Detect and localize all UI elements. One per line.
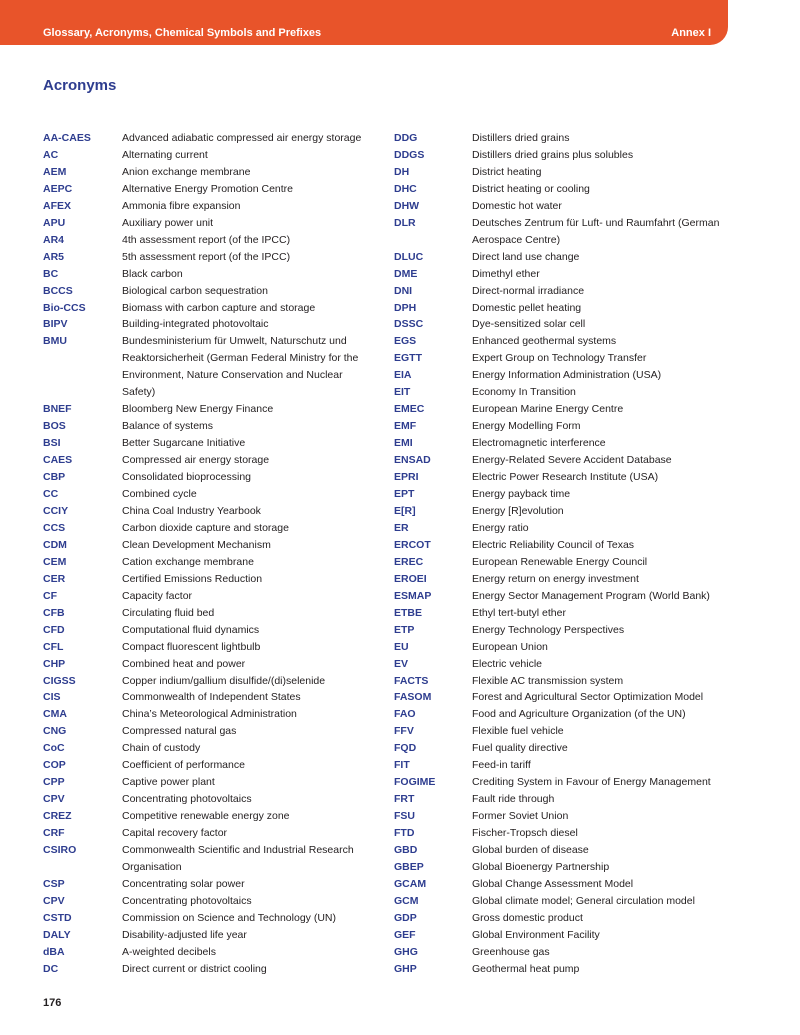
acronym-definition: Carbon dioxide capture and storage bbox=[122, 521, 289, 534]
acronym-definition: Distillers dried grains bbox=[472, 132, 570, 144]
acronym-term: CRF bbox=[43, 827, 65, 840]
acronym-definition: Electric vehicle bbox=[472, 657, 543, 670]
acronym-definition: Clean Development Mechanism bbox=[122, 538, 271, 551]
acronym-entry bbox=[394, 791, 732, 808]
acronym-term: CEM bbox=[43, 555, 67, 568]
acronym-definition: Gross domestic product bbox=[472, 911, 583, 924]
acronym-term: DDG bbox=[394, 132, 418, 144]
acronym-definition: Energy return on energy investment bbox=[472, 572, 639, 585]
acronym-entry bbox=[43, 944, 367, 961]
acronym-term: CCIY bbox=[43, 504, 69, 517]
acronym-definition: Domestic pellet heating bbox=[472, 301, 582, 314]
acronym-entry bbox=[43, 418, 367, 435]
acronym-term: CIS bbox=[43, 691, 61, 704]
acronym-term: FTD bbox=[394, 827, 415, 840]
acronym-entry bbox=[394, 266, 732, 283]
acronym-entry bbox=[394, 249, 732, 266]
acronym-definition: China’s Meteorological Administration bbox=[122, 708, 297, 721]
acronym-entry bbox=[394, 723, 732, 740]
acronym-definition: Fischer-Tropsch diesel bbox=[472, 827, 578, 840]
acronym-entry bbox=[394, 588, 732, 605]
acronym-definition: Combined cycle bbox=[122, 488, 197, 501]
acronym-entry bbox=[43, 571, 367, 588]
acronym-definition: Captive power plant bbox=[122, 776, 215, 789]
acronym-term: BOS bbox=[43, 420, 66, 433]
acronym-term: DALY bbox=[43, 928, 71, 941]
acronym-entry bbox=[394, 689, 732, 706]
acronym-definition: Greenhouse gas bbox=[472, 945, 550, 958]
acronym-definition: Capacity factor bbox=[122, 589, 193, 602]
acronym-term: ETP bbox=[394, 623, 415, 636]
acronym-definition: District heating bbox=[472, 165, 542, 178]
acronym-entry bbox=[394, 859, 732, 876]
acronym-definition: Direct-normal irradiance bbox=[472, 284, 585, 297]
acronym-entry bbox=[394, 316, 732, 333]
acronym-definition: Electric Power Research Institute (USA) bbox=[472, 471, 659, 484]
section-heading: Acronyms bbox=[43, 77, 117, 94]
acronym-definition: Commission on Science and Technology (UN) bbox=[122, 911, 336, 924]
acronym-term: BIPV bbox=[43, 318, 68, 331]
acronym-entry bbox=[394, 181, 732, 198]
acronym-entry bbox=[394, 656, 732, 673]
acronym-term: BCCS bbox=[43, 284, 73, 297]
acronym-entry bbox=[394, 961, 732, 978]
acronym-term: ENSAD bbox=[394, 454, 431, 467]
acronym-term: EIT bbox=[394, 386, 411, 399]
acronym-definition: Electric Reliability Council of Texas bbox=[472, 538, 635, 551]
acronym-definition: Fault ride through bbox=[472, 793, 555, 806]
acronym-definition: Crediting System in Favour of Energy Management bbox=[472, 776, 711, 789]
acronym-term: FOGIME bbox=[394, 776, 436, 789]
acronym-term: DLUC bbox=[394, 250, 424, 263]
acronym-term: CC bbox=[43, 488, 59, 501]
acronym-definition: Global climate model; General circulation model bbox=[472, 894, 695, 907]
acronym-term: AEPC bbox=[43, 182, 73, 195]
acronym-entry bbox=[394, 435, 732, 452]
acronym-entry bbox=[43, 300, 367, 317]
acronym-term: CMA bbox=[43, 708, 67, 721]
acronym-entry bbox=[394, 893, 732, 910]
acronym-entry bbox=[43, 740, 367, 757]
acronym-entry bbox=[394, 605, 732, 622]
acronym-definition: Capital recovery factor bbox=[122, 827, 228, 840]
acronym-term: CPP bbox=[43, 776, 65, 789]
acronym-entry bbox=[43, 927, 367, 944]
acronym-definition: Concentrating solar power bbox=[122, 877, 245, 890]
acronym-entry bbox=[43, 181, 367, 198]
acronym-term: GBD bbox=[394, 844, 418, 857]
acronym-entry bbox=[43, 130, 367, 147]
acronym-entry bbox=[43, 757, 367, 774]
acronym-entry bbox=[43, 622, 367, 639]
acronym-term: EMF bbox=[394, 420, 417, 433]
acronym-entry bbox=[43, 486, 367, 503]
acronym-definition: Expert Group on Technology Transfer bbox=[472, 352, 647, 365]
acronym-definition: Energy Technology Perspectives bbox=[472, 623, 625, 636]
acronym-definition: European Union bbox=[472, 640, 548, 653]
acronym-entry bbox=[43, 316, 367, 333]
acronym-definition: Energy payback time bbox=[472, 488, 571, 501]
acronym-definition: Dye-sensitized solar cell bbox=[472, 318, 586, 331]
acronym-definition: Balance of systems bbox=[122, 420, 214, 433]
acronym-definition: Deutsches Zentrum für Luft- und Raumfahrt (German Aerospace Centre) bbox=[472, 216, 720, 246]
acronym-definition: Biomass with carbon capture and storage bbox=[122, 301, 316, 314]
acronym-definition: Forest and Agricultural Sector Optimization Model bbox=[472, 691, 704, 704]
acronym-entry bbox=[394, 842, 732, 859]
acronym-entry bbox=[43, 215, 367, 232]
acronym-term: AC bbox=[43, 148, 59, 161]
acronym-entry bbox=[394, 622, 732, 639]
annex-label: Annex I bbox=[671, 27, 711, 39]
acronym-term: Bio-CCS bbox=[43, 301, 86, 314]
acronym-entry bbox=[394, 639, 732, 656]
acronym-entry bbox=[43, 876, 367, 893]
acronym-entry bbox=[394, 486, 732, 503]
acronym-term: FSU bbox=[394, 810, 415, 823]
acronym-definition: Flexible fuel vehicle bbox=[472, 725, 564, 738]
acronym-entry bbox=[43, 147, 367, 164]
acronym-definition: Dimethyl ether bbox=[472, 267, 540, 280]
acronym-definition: Ammonia fibre expansion bbox=[122, 199, 241, 212]
acronym-definition: A-weighted decibels bbox=[122, 945, 216, 958]
acronym-definition: Commonwealth Scientific and Industrial Research Organisation bbox=[122, 844, 354, 873]
acronym-definition: Energy Modelling Form bbox=[472, 420, 581, 433]
acronym-entry bbox=[394, 503, 732, 520]
acronym-entry bbox=[394, 401, 732, 418]
acronym-entry bbox=[43, 401, 367, 418]
acronym-entry bbox=[394, 910, 732, 927]
acronym-term: E[R] bbox=[394, 504, 416, 517]
acronym-entry bbox=[394, 283, 732, 300]
acronym-definition: Black carbon bbox=[122, 267, 183, 280]
acronym-column-left bbox=[43, 130, 367, 978]
acronym-term: DLR bbox=[394, 216, 416, 229]
acronym-term: GBEP bbox=[394, 860, 424, 873]
acronym-term: BC bbox=[43, 267, 59, 280]
acronym-definition: Direct land use change bbox=[472, 250, 580, 263]
acronym-term: CER bbox=[43, 572, 66, 585]
acronym-definition: Concentrating photovoltaics bbox=[122, 894, 252, 907]
acronym-definition: Advanced adiabatic compressed air energy storage bbox=[122, 132, 362, 144]
acronym-term: CIGSS bbox=[43, 674, 76, 687]
acronym-entry bbox=[43, 910, 367, 927]
acronym-term: FRT bbox=[394, 793, 415, 806]
acronym-term: DNI bbox=[394, 284, 413, 297]
acronym-entry bbox=[43, 333, 367, 401]
acronym-term: DDGS bbox=[394, 148, 425, 161]
acronym-definition: Direct current or district cooling bbox=[122, 962, 267, 975]
acronym-definition: Feed-in tariff bbox=[472, 759, 531, 772]
acronym-term: AEM bbox=[43, 165, 67, 178]
acronym-definition: Alternating current bbox=[122, 148, 208, 161]
acronym-entry bbox=[394, 774, 732, 791]
acronym-entry bbox=[43, 537, 367, 554]
acronym-entry bbox=[394, 130, 732, 147]
acronym-definition: Global Change Assessment Model bbox=[472, 877, 634, 890]
acronym-definition: Circulating fluid bed bbox=[122, 606, 215, 619]
acronym-entry bbox=[43, 503, 367, 520]
page-number: 176 bbox=[43, 997, 62, 1009]
acronym-term: CSP bbox=[43, 877, 65, 890]
acronym-entry bbox=[394, 469, 732, 486]
acronym-definition: Compact fluorescent lightbulb bbox=[122, 640, 261, 653]
acronym-entry bbox=[394, 757, 732, 774]
acronym-entry bbox=[43, 825, 367, 842]
acronym-definition: Global Bioenergy Partnership bbox=[472, 860, 610, 873]
acronym-definition: Energy [R]evolution bbox=[472, 504, 564, 517]
acronym-term: ESMAP bbox=[394, 589, 432, 602]
acronym-definition: Economy In Transition bbox=[472, 386, 576, 399]
acronym-definition: Former Soviet Union bbox=[472, 810, 569, 823]
acronym-definition: China Coal Industry Yearbook bbox=[122, 504, 261, 517]
acronym-term: CPV bbox=[43, 894, 65, 907]
acronym-definition: Enhanced geothermal systems bbox=[472, 335, 617, 348]
acronym-term: ERCOT bbox=[394, 538, 431, 551]
header-banner bbox=[0, 0, 728, 45]
acronym-entry bbox=[43, 723, 367, 740]
acronym-definition: Energy Sector Management Program (World Bank) bbox=[472, 589, 710, 602]
acronym-definition: Chain of custody bbox=[122, 742, 201, 755]
acronym-definition: Consolidated bioprocessing bbox=[122, 471, 251, 484]
acronym-term: DH bbox=[394, 165, 410, 178]
acronym-term: EGS bbox=[394, 335, 417, 348]
acronym-entry bbox=[43, 469, 367, 486]
acronym-definition: 5th assessment report (of the IPCC) bbox=[122, 250, 291, 263]
acronym-definition: European Marine Energy Centre bbox=[472, 403, 624, 416]
acronym-definition: Food and Agriculture Organization (of the UN) bbox=[472, 708, 686, 721]
document-title: Glossary, Acronyms, Chemical Symbols and Prefixes bbox=[43, 27, 322, 39]
acronym-entry bbox=[394, 554, 732, 571]
acronym-definition: Competitive renewable energy zone bbox=[122, 810, 290, 823]
acronym-definition: Anion exchange membrane bbox=[122, 165, 251, 178]
acronym-definition: Distillers dried grains plus solubles bbox=[472, 148, 634, 161]
acronym-term: EU bbox=[394, 640, 409, 653]
acronym-term: FACTS bbox=[394, 674, 429, 687]
acronym-term: DME bbox=[394, 267, 418, 280]
acronym-entry bbox=[394, 825, 732, 842]
acronym-term: COP bbox=[43, 759, 66, 772]
acronym-entry bbox=[394, 927, 732, 944]
acronym-definition: Concentrating photovoltaics bbox=[122, 793, 252, 806]
acronym-term: FFV bbox=[394, 725, 414, 738]
acronym-term: CAES bbox=[43, 454, 73, 467]
acronym-entry bbox=[43, 266, 367, 283]
acronym-term: GCAM bbox=[394, 877, 427, 890]
acronym-entry bbox=[43, 520, 367, 537]
acronym-entry bbox=[394, 215, 732, 249]
acronym-term: CF bbox=[43, 589, 57, 602]
acronym-term: EROEI bbox=[394, 572, 427, 585]
acronym-definition: Copper indium/gallium disulfide/(di)selenide bbox=[122, 674, 326, 687]
acronym-term: CREZ bbox=[43, 810, 72, 823]
acronym-term: FAO bbox=[394, 708, 416, 721]
acronym-definition: Ethyl tert-butyl ether bbox=[472, 606, 566, 619]
acronym-definition: Energy ratio bbox=[472, 521, 529, 534]
acronym-term: FIT bbox=[394, 759, 410, 772]
acronym-entry bbox=[394, 673, 732, 690]
acronym-entry bbox=[394, 198, 732, 215]
acronym-term: EIA bbox=[394, 369, 412, 382]
acronym-definition: Compressed air energy storage bbox=[122, 454, 270, 467]
acronym-term: GDP bbox=[394, 911, 417, 924]
acronym-term: CFL bbox=[43, 640, 64, 653]
acronym-entry bbox=[394, 571, 732, 588]
acronym-definition: Better Sugarcane Initiative bbox=[122, 437, 246, 450]
acronym-definition: Global Environment Facility bbox=[472, 928, 600, 941]
acronym-term: APU bbox=[43, 216, 66, 229]
acronym-term: GCM bbox=[394, 894, 419, 907]
acronym-term: dBA bbox=[43, 945, 65, 958]
acronym-entry bbox=[43, 656, 367, 673]
acronym-entry bbox=[43, 808, 367, 825]
acronym-entry bbox=[43, 164, 367, 181]
acronym-entry bbox=[394, 452, 732, 469]
acronym-definition: Alternative Energy Promotion Centre bbox=[122, 182, 293, 195]
acronym-entry bbox=[394, 367, 732, 384]
acronym-entry bbox=[394, 520, 732, 537]
acronym-entry bbox=[43, 639, 367, 656]
acronym-definition: Domestic hot water bbox=[472, 199, 562, 212]
acronym-entry bbox=[394, 164, 732, 181]
acronym-entry bbox=[43, 605, 367, 622]
acronym-definition: Biological carbon sequestration bbox=[122, 284, 268, 297]
acronym-term: AR4 bbox=[43, 233, 65, 246]
acronym-term: GHG bbox=[394, 945, 418, 958]
acronym-entry bbox=[394, 333, 732, 350]
acronym-definition: Fuel quality directive bbox=[472, 742, 568, 755]
acronym-definition: Flexible AC transmission system bbox=[472, 674, 624, 687]
acronym-term: CHP bbox=[43, 657, 66, 670]
acronym-entry bbox=[43, 249, 367, 266]
acronym-entry bbox=[43, 554, 367, 571]
acronym-entry bbox=[394, 384, 732, 401]
acronym-definition: Disability-adjusted life year bbox=[122, 928, 247, 941]
acronym-entry bbox=[394, 300, 732, 317]
acronym-term: CNG bbox=[43, 725, 67, 738]
acronym-term: EPT bbox=[394, 488, 415, 501]
acronym-entry bbox=[43, 283, 367, 300]
acronym-term: EPRI bbox=[394, 471, 419, 484]
acronym-definition: Auxiliary power unit bbox=[122, 216, 214, 229]
acronym-entry bbox=[43, 673, 367, 690]
acronym-term: CFD bbox=[43, 623, 65, 636]
acronym-entry bbox=[43, 842, 367, 876]
acronym-definition: Certified Emissions Reduction bbox=[122, 572, 263, 585]
acronym-term: DHW bbox=[394, 199, 420, 212]
acronym-term: GEF bbox=[394, 928, 416, 941]
acronym-term: CoC bbox=[43, 742, 65, 755]
acronym-term: BSI bbox=[43, 437, 61, 450]
acronym-definition: Cation exchange membrane bbox=[122, 555, 254, 568]
acronym-column-right bbox=[394, 130, 732, 978]
acronym-entry bbox=[394, 418, 732, 435]
acronym-term: ER bbox=[394, 521, 409, 534]
acronym-entry bbox=[394, 350, 732, 367]
acronym-definition: Energy-Related Severe Accident Database bbox=[472, 454, 672, 467]
acronym-entry bbox=[43, 689, 367, 706]
acronym-term: DPH bbox=[394, 301, 417, 314]
acronym-term: DSSC bbox=[394, 318, 424, 331]
acronym-term: AA-CAES bbox=[43, 132, 91, 144]
acronym-definition: Electromagnetic interference bbox=[472, 437, 606, 450]
acronym-definition: 4th assessment report (of the IPCC) bbox=[122, 233, 291, 246]
acronym-term: CCS bbox=[43, 521, 66, 534]
acronym-definition: Combined heat and power bbox=[122, 657, 246, 670]
acronym-term: AFEX bbox=[43, 199, 72, 212]
acronym-definition: European Renewable Energy Council bbox=[472, 555, 648, 568]
acronym-term: CBP bbox=[43, 471, 66, 484]
acronym-definition: Computational fluid dynamics bbox=[122, 623, 260, 636]
acronym-term: DHC bbox=[394, 182, 417, 195]
acronym-definition: Global burden of disease bbox=[472, 844, 589, 857]
acronym-entry bbox=[43, 232, 367, 249]
acronym-term: EV bbox=[394, 657, 409, 670]
acronym-entry bbox=[43, 774, 367, 791]
acronym-entry bbox=[394, 876, 732, 893]
acronym-entry bbox=[394, 147, 732, 164]
acronym-entry bbox=[43, 961, 367, 978]
acronym-definition: Energy Information Administration (USA) bbox=[472, 369, 662, 382]
acronym-definition: District heating or cooling bbox=[472, 182, 590, 195]
acronym-definition: Coefficient of performance bbox=[122, 759, 245, 772]
acronym-entry bbox=[43, 198, 367, 215]
acronym-entry bbox=[43, 706, 367, 723]
acronym-term: CFB bbox=[43, 606, 65, 619]
acronym-definition: Commonwealth of Independent States bbox=[122, 691, 301, 704]
acronym-term: EREC bbox=[394, 555, 424, 568]
acronym-term: CDM bbox=[43, 538, 67, 551]
acronym-entry bbox=[43, 452, 367, 469]
acronym-entry bbox=[394, 537, 732, 554]
acronym-entry bbox=[43, 893, 367, 910]
acronym-definition: Building-integrated photovoltaic bbox=[122, 318, 269, 331]
acronym-term: ETBE bbox=[394, 606, 423, 619]
acronym-entry bbox=[394, 808, 732, 825]
acronym-term: DC bbox=[43, 962, 59, 975]
acronym-entry bbox=[394, 944, 732, 961]
acronym-definition: Bundesministerium für Umwelt, Naturschutz und Reaktorsicherheit (German Federal Ministry for the Environment, Nature Conservation and Nuclear Safety) bbox=[122, 335, 359, 399]
acronym-entry bbox=[394, 740, 732, 757]
acronym-term: EGTT bbox=[394, 352, 422, 365]
acronym-definition: Bloomberg New Energy Finance bbox=[122, 403, 274, 416]
acronym-entry bbox=[43, 588, 367, 605]
acronym-term: GHP bbox=[394, 962, 417, 975]
acronym-definition: Geothermal heat pump bbox=[472, 962, 580, 975]
acronym-entry bbox=[43, 791, 367, 808]
acronym-term: BNEF bbox=[43, 403, 72, 416]
acronym-entry bbox=[394, 706, 732, 723]
acronym-term: CSTD bbox=[43, 911, 72, 924]
acronym-term: EMEC bbox=[394, 403, 425, 416]
acronym-term: FQD bbox=[394, 742, 417, 755]
acronym-term: AR5 bbox=[43, 250, 65, 263]
acronym-term: EMI bbox=[394, 437, 413, 450]
acronym-term: CPV bbox=[43, 793, 65, 806]
acronym-term: FASOM bbox=[394, 691, 432, 704]
acronym-entry bbox=[43, 435, 367, 452]
acronym-term: CSIRO bbox=[43, 844, 77, 857]
acronym-definition: Compressed natural gas bbox=[122, 725, 237, 738]
acronym-term: BMU bbox=[43, 335, 67, 348]
